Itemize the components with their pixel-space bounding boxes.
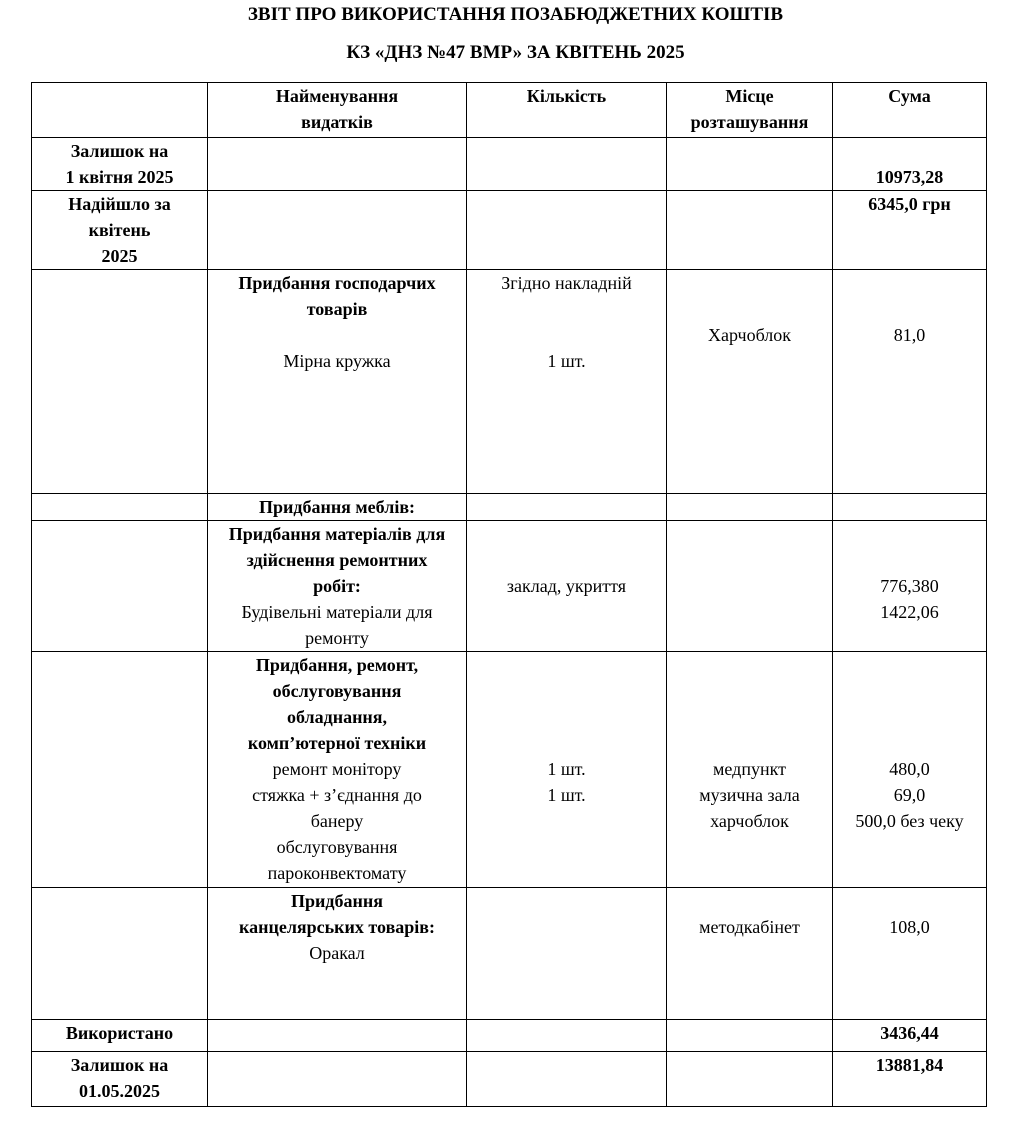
used-sum: 3436,44 bbox=[833, 1020, 987, 1052]
used-label: Використано bbox=[32, 1020, 208, 1052]
repair-materials-row bbox=[32, 521, 987, 652]
equipment-place: медпункт музична зала харчоблок bbox=[667, 652, 833, 888]
balance-end-label: Залишок на 01.05.2025 bbox=[32, 1052, 208, 1107]
stationery-sum: 108,0 bbox=[833, 888, 987, 1020]
balance-start-label: Залишок на 1 квітня 2025 bbox=[32, 138, 208, 191]
report-subtitle: КЗ «ДНЗ №47 ВМР» ЗА КВІТЕНЬ 2025 bbox=[346, 42, 685, 63]
repair-materials-sum: 776,380 1422,06 bbox=[833, 521, 987, 652]
received-row bbox=[32, 191, 987, 270]
stationery-name: Придбання канцелярських товарів: Оракал bbox=[208, 888, 467, 1020]
repair-materials-name: Придбання матеріалів для здійснення ремонтних робіт: Будівельні матеріали для ремонту bbox=[208, 521, 467, 652]
balance-end-sum: 13881,84 bbox=[833, 1052, 987, 1107]
received-sum: 6345,0 грн bbox=[833, 191, 987, 270]
balance-start-sum: 10973,28 bbox=[833, 138, 987, 191]
household-place: Харчоблок bbox=[667, 270, 833, 494]
furniture-row bbox=[32, 494, 987, 521]
equipment-qty: 1 шт. 1 шт. bbox=[467, 652, 667, 888]
household-row bbox=[32, 270, 987, 494]
report-title: ЗВІТ ПРО ВИКОРИСТАННЯ ПОЗАБЮДЖЕТНИХ КОШТІВ bbox=[247, 4, 784, 25]
stationery-row bbox=[32, 888, 987, 1020]
header-empty-cell bbox=[32, 83, 208, 138]
equipment-row bbox=[32, 652, 987, 888]
equipment-name: Придбання, ремонт, обслуговування обладнання, комп’ютерної техніки ремонт монітору стяжка + з’єднання до банеру обслуговування пароконвектомату bbox=[208, 652, 467, 888]
repair-materials-qty: заклад, укриття bbox=[467, 521, 667, 652]
household-qty: Згідно накладній 1 шт. bbox=[467, 270, 667, 494]
header-place: Місце розташування bbox=[667, 83, 833, 138]
household-name: Придбання господарчих товарів Мірна кружка bbox=[208, 270, 467, 494]
header-qty: Кількість bbox=[467, 83, 667, 138]
received-label: Надійшло за квітень 2025 bbox=[32, 191, 208, 270]
balance-end-row bbox=[32, 1052, 987, 1107]
header-row bbox=[32, 83, 987, 138]
used-row bbox=[32, 1020, 987, 1052]
furniture-name: Придбання меблів: bbox=[208, 494, 467, 521]
equipment-sum: 480,0 69,0 500,0 без чеку bbox=[833, 652, 987, 888]
balance-start-row bbox=[32, 138, 987, 191]
household-sum: 81,0 bbox=[833, 270, 987, 494]
header-sum: Сума bbox=[833, 83, 987, 138]
household-item: Мірна кружка bbox=[283, 351, 391, 371]
stationery-place: методкабінет bbox=[667, 888, 833, 1020]
expense-report-table bbox=[31, 82, 987, 1107]
header-name: Найменування видатків bbox=[208, 83, 467, 138]
